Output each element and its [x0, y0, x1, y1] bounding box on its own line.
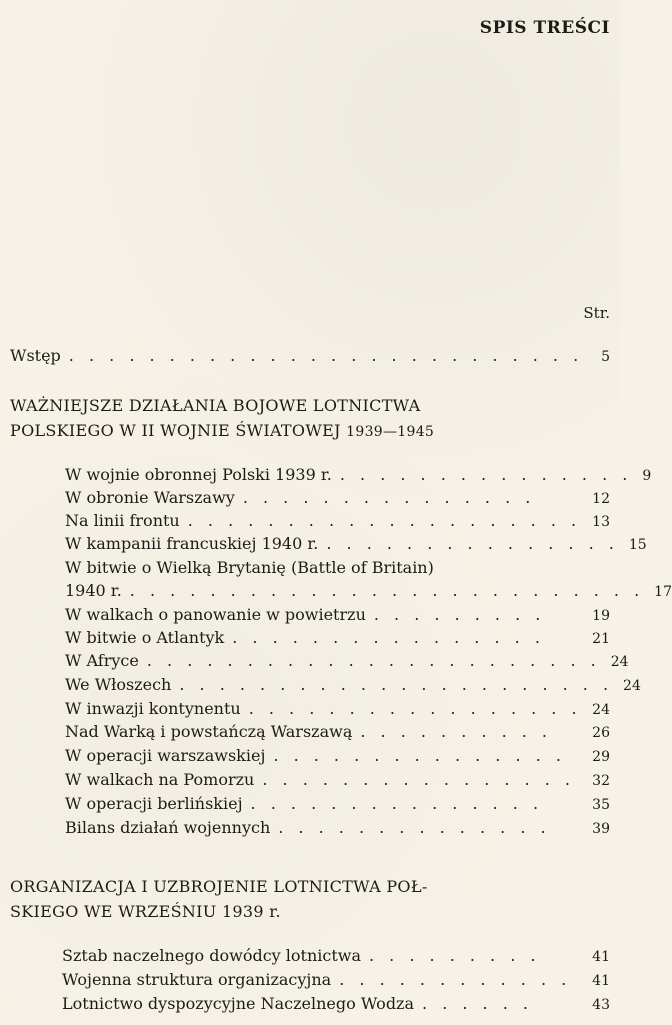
- toc-entry-label: W bitwie o Atlantyk: [65, 628, 225, 647]
- leader-dots: . . . . . . . . . . . . . . .: [250, 794, 544, 813]
- section-heading-1: [10, 393, 556, 445]
- toc-entry-page: 9: [642, 468, 652, 484]
- toc-entry: [62, 991, 610, 1013]
- toc-entry-label: W walkach na Pomorzu: [65, 770, 255, 789]
- toc-entry-page: 24: [610, 654, 629, 670]
- toc-entry: [65, 648, 629, 670]
- toc-entry-page: 21: [592, 631, 610, 647]
- page-column-label: Str.: [583, 304, 610, 322]
- toc-entry-page: 24: [623, 678, 641, 694]
- toc-entry-label: Wstęp: [10, 346, 61, 365]
- toc-entry-page: 41: [592, 949, 610, 965]
- toc-entry-page: 17: [654, 584, 672, 600]
- toc-entry-label: W obronie Warszawy: [65, 488, 235, 507]
- toc-entry-label: Nad Warką i powstańczą Warszawą: [65, 722, 353, 741]
- leader-dots: . . . . . . . . . . . . . . . . . . . . . .: [179, 675, 614, 694]
- leader-dots: . . . . . . . . . .: [360, 722, 552, 741]
- leader-dots: . . . . . . . . . . . . . . .: [339, 465, 633, 484]
- toc-entry-page: 5: [601, 349, 610, 365]
- section-heading-line: SKIEGO WE WRZEŚNIU 1939 r.: [10, 902, 281, 921]
- toc-entry-page: 41: [592, 973, 610, 989]
- toc-entry-wrapped-line: W bitwie o Wielką Brytanię (Battle of Britain): [65, 558, 434, 577]
- leader-dots: . . . . . . . . .: [369, 946, 541, 965]
- toc-entry-label: Wojenna struktura organizacyjna: [62, 970, 332, 989]
- section-heading-line: WAŻNIEJSZE DZIAŁANIA BOJOWE LOTNICTWA: [10, 396, 421, 415]
- leader-dots: . . . . . . . . .: [373, 605, 546, 624]
- toc-entry-label: 1940 r.: [65, 581, 122, 600]
- toc-entry: [65, 815, 610, 837]
- page-title: SPIS TREŚCI: [479, 18, 610, 38]
- toc-entry-label: W inwazji kontynentu: [65, 699, 241, 718]
- toc-entry-page: 39: [592, 821, 610, 837]
- toc-entry-label: We Włoszech: [65, 675, 172, 694]
- toc-entry-label: W wojnie obronnej Polski 1939 r.: [65, 465, 332, 484]
- toc-entry-page: 32: [592, 773, 610, 789]
- leader-dots: . . . . . . . . . . . . . . . . . . . . . . . . . .: [68, 346, 584, 365]
- toc-entry-label: Na linii frontu: [65, 511, 180, 530]
- toc-entry-page: 43: [592, 997, 610, 1013]
- toc-entry: [65, 578, 672, 600]
- section-heading-years: 1939—1945: [346, 424, 435, 440]
- toc-entry-page: 13: [592, 514, 610, 530]
- toc-entry: [65, 485, 610, 507]
- section-heading-2: [10, 874, 556, 924]
- leader-dots: . . . . . . . . . . . . . . . . . . . . . . .: [146, 651, 601, 670]
- leader-dots: . . . . . .: [422, 994, 533, 1013]
- leader-dots: . . . . . . . . . . . . . . . . . . . .: [187, 511, 582, 530]
- toc-entry: [65, 531, 647, 553]
- toc-entry-page: 29: [592, 749, 610, 765]
- toc-entry-page: 19: [592, 608, 610, 624]
- toc-entry: [65, 767, 610, 789]
- toc-entry: [65, 719, 610, 741]
- leader-dots: . . . . . . . . . . . . . .: [278, 818, 551, 837]
- toc-entry-label: Bilans działań wojennych: [65, 818, 271, 837]
- toc-entry-label: W kampanii francuskiej 1940 r.: [65, 534, 319, 553]
- leader-dots: . . . . . . . . . . . . . . .: [273, 746, 566, 765]
- toc-entry-intro: [10, 343, 610, 365]
- toc-entry-label: W operacji warszawskiej: [65, 746, 266, 765]
- toc-entry-page: 35: [592, 797, 610, 813]
- toc-entry-label: Lotnictwo dyspozycyjne Naczelnego Wodza: [62, 994, 415, 1013]
- toc-entry-label: W walkach o panowanie w powietrzu: [65, 605, 366, 624]
- toc-entry-label: W Afryce: [65, 651, 139, 670]
- toc-entry-page: 24: [592, 702, 610, 718]
- toc-entry: [65, 508, 610, 530]
- section-heading-line: POLSKIEGO W II WOJNIE ŚWIATOWEJ 1939—1945: [10, 421, 435, 440]
- toc-entry: [65, 791, 610, 813]
- toc-entry: [65, 743, 610, 765]
- toc-entry: [65, 602, 610, 624]
- toc-entry: [62, 967, 610, 989]
- toc-entry-label: Sztab naczelnego dowódcy lotnictwa: [62, 946, 361, 965]
- leader-dots: . . . . . . . . . . . . . . . . .: [248, 699, 582, 718]
- leader-dots: . . . . . . . . . . . . . . . .: [262, 770, 576, 789]
- leader-dots: . . . . . . . . . . . .: [339, 970, 572, 989]
- toc-entry-page: 26: [592, 725, 610, 741]
- toc-entry: [65, 625, 610, 647]
- leader-dots: . . . . . . . . . . . . . . . .: [232, 628, 545, 647]
- leader-dots: . . . . . . . . . . . . . . .: [242, 488, 536, 507]
- toc-entry: [62, 943, 610, 965]
- toc-entry-label: W operacji berlińskiej: [65, 794, 243, 813]
- toc-entry-page: 12: [592, 491, 610, 507]
- toc-entry: [65, 696, 610, 718]
- toc-entry: [65, 462, 652, 484]
- section-heading-line: ORGANIZACJA I UZBROJENIE LOTNICTWA POŁ-: [10, 877, 428, 896]
- leader-dots: . . . . . . . . . . . . . . .: [326, 534, 619, 553]
- toc-entry: [65, 672, 641, 694]
- leader-dots: . . . . . . . . . . . . . . . . . . . . . . . . . .: [129, 581, 645, 600]
- toc-entry-page: 15: [628, 537, 647, 553]
